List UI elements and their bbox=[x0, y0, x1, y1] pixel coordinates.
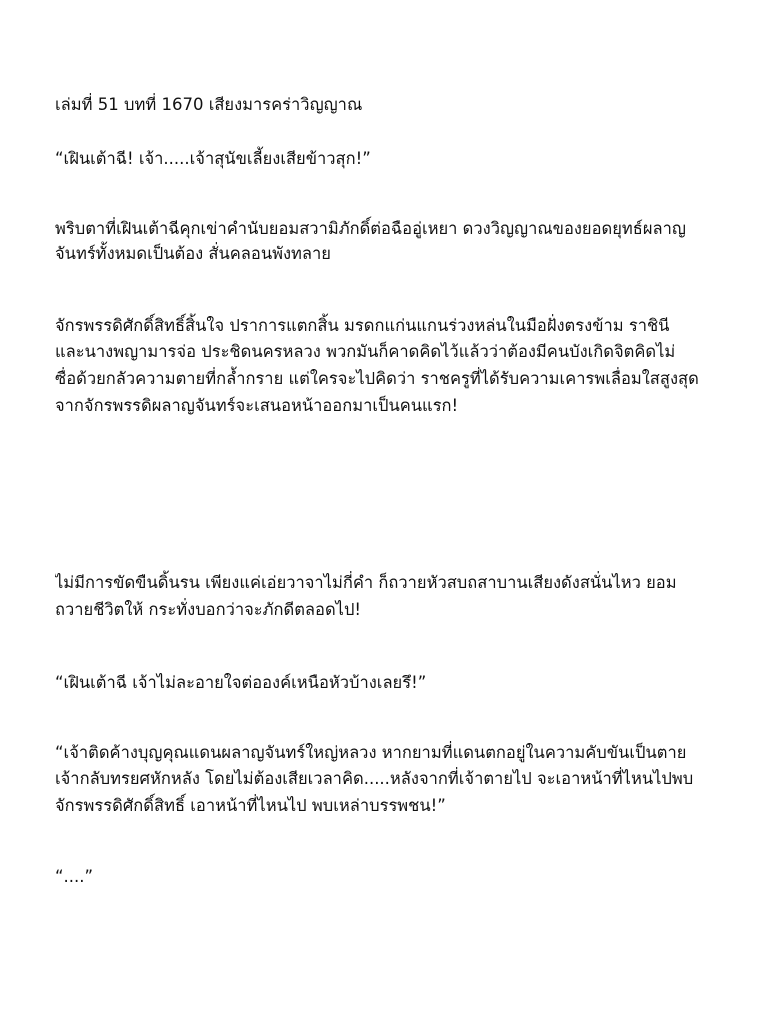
paragraph-line: ซื่อด้วยกลัวความตายที่กล้ำกราย แต่ใครจะไปคิดว่า ราชครูที่ได้รับความเคารพเลื่อมใสสูงสุด bbox=[55, 369, 699, 388]
dialogue-line: “เฝินเต้าฉี เจ้าไม่ละอายใจต่อองค์เหนือหัวบ้างเลยรึ!” bbox=[55, 673, 427, 692]
chapter-heading: เล่มที่ 51 บทที่ 1670 เสียงมารคร่าวิญญาณ bbox=[55, 95, 363, 114]
paragraph-line: จากจักรพรรดิผลาญจันทร์จะเสนอหน้าออกมาเป็นคนแรก! bbox=[55, 396, 459, 415]
paragraph-line: ถวายชีวิตให้ กระทั่งบอกว่าจะภักดีตลอดไป! bbox=[55, 600, 362, 619]
dialogue-line: เจ้ากลับทรยศหักหลัง โดยไม่ต้องเสียเวลาคิด.....หลังจากที่เจ้าตายไป จะเอาหน้าที่ไหนไปพบ bbox=[55, 769, 694, 788]
dialogue-line: “เฝินเต้าฉี! เจ้า.....เจ้าสุนัขเลี้ยงเสียข้าวสุก!” bbox=[55, 149, 371, 168]
paragraph-line: พริบตาที่เฝินเต้าฉีคุกเข่าคำนับยอมสวามิภักดิ์ต่อฉืออู่เหยา ดวงวิญญาณของยอดยุทธ์ผลาญ bbox=[55, 219, 686, 238]
paragraph-line: และนางพญามารจ่อ ประชิดนครหลวง พวกมันก็คาดคิดไว้แล้วว่าต้องมีคนบังเกิดจิตคิดไม่ bbox=[55, 342, 676, 361]
paragraph-line: ไม่มีการขัดขืนดิ้นรน เพียงแค่เอ่ยวาจาไม่กี่คำ ก็ถวายหัวสบถสาบานเสียงดังสนั่นไหว ยอม bbox=[55, 573, 677, 592]
paragraph-line: จักรพรรดิศักดิ์สิทธิ์สิ้นใจ ปราการแตกสิ้น มรดกแก่นแกนร่วงหล่นในมือฝั่งตรงข้าม ราชินี bbox=[55, 316, 670, 335]
dialogue-line: จักรพรรดิศักดิ์สิทธิ์ เอาหน้าที่ไหนไป พบเหล่าบรรพชน!” bbox=[55, 796, 446, 815]
dialogue-line: “เจ้าติดค้างบุญคุณแดนผลาญจันทร์ใหญ่หลวง หากยามที่แดนตกอยู่ในความคับขันเป็นตาย bbox=[55, 743, 687, 762]
paragraph-line: จันทร์ทั้งหมดเป็นต้อง สั่นคลอนพังทลาย bbox=[55, 244, 331, 263]
dialogue-line: “....” bbox=[55, 867, 94, 886]
